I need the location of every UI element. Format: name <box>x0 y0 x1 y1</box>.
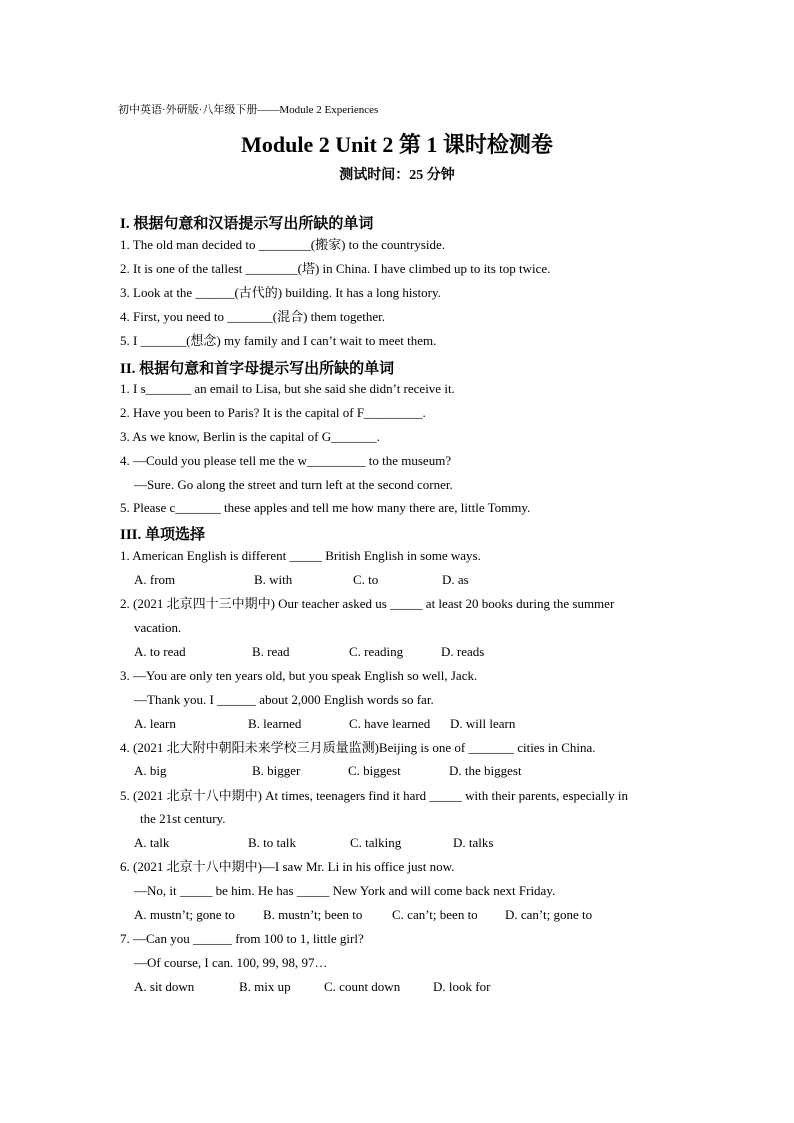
q7-option-a: A. sit down <box>134 979 195 994</box>
q1-option-c: C. to <box>353 572 379 587</box>
q6-options <box>134 907 592 923</box>
q4-option-a: A. big <box>134 763 167 778</box>
q3-stem-cont: —Thank you. I ______ about 2,000 English words so far. <box>134 692 434 707</box>
s1-item-5: 5. I _______(想念) my family and I can’t wait to meet them. <box>120 333 437 348</box>
q5-option-d: D. talks <box>453 835 494 850</box>
q6-option-d: D. can’t; gone to <box>505 907 593 922</box>
q7-stem-cont: —Of course, I can. 100, 99, 98, 97… <box>134 955 328 970</box>
q1-option-d: D. as <box>442 572 469 587</box>
q1-option-b: B. with <box>254 572 293 587</box>
q1-options <box>134 572 469 588</box>
q4-stem: 4. (2021 北大附中朝阳未来学校三月质量监测)Beijing is one of _______ cities in China. <box>120 740 596 755</box>
q2-options <box>134 644 484 660</box>
q5-options <box>134 835 493 851</box>
q3-option-d: D. will learn <box>450 716 516 731</box>
q2-option-b: B. read <box>252 644 290 659</box>
time-limit: 测试时间：25 分钟 <box>339 168 455 183</box>
s2-item-2: 2. Have you been to Paris? It is the capital of F_________. <box>120 405 426 420</box>
q6-option-b: B. mustn’t; been to <box>263 907 363 922</box>
q5-stem-cont: the 21st century. <box>140 811 226 826</box>
q3-option-a: A. learn <box>134 716 176 731</box>
q4-option-d: D. the biggest <box>449 763 522 778</box>
q7-option-c: C. count down <box>324 979 401 994</box>
q7-option-b: B. mix up <box>239 979 291 994</box>
section-2-heading: II. 根据句意和首字母提示写出所缺的单词 <box>120 361 395 377</box>
q7-option-d: D. look for <box>433 979 491 994</box>
q5-stem: 5. (2021 北京十八中期中) At times, teenagers find it hard _____ with their parents, especially in <box>120 788 628 803</box>
series-header: 初中英语·外研版·八年级下册——Module 2 Experiences <box>118 104 379 116</box>
s1-item-1: 1. The old man decided to ________(搬家) to the countryside. <box>120 237 446 252</box>
q3-options <box>134 716 515 732</box>
q4-option-c: C. biggest <box>348 763 401 778</box>
q5-option-c: C. talking <box>350 835 402 850</box>
q2-option-a: A. to read <box>134 644 186 659</box>
q2-stem-cont: vacation. <box>134 620 182 635</box>
q2-option-d: D. reads <box>441 644 485 659</box>
section-3-heading: III. 单项选择 <box>120 527 206 543</box>
s1-item-3: 3. Look at the ______(古代的) building. It has a long history. <box>120 285 441 300</box>
q3-stem: 3. —You are only ten years old, but you speak English so well, Jack. <box>120 668 478 683</box>
s2-item-4: 4. —Could you please tell me the w_________ to the museum? <box>120 453 452 468</box>
q3-option-c: C. have learned <box>349 716 431 731</box>
q6-stem-cont: —No, it _____ be him. He has _____ New York and will come back next Friday. <box>134 883 556 898</box>
s2-item-5: 5. Please c_______ these apples and tell me how many there are, little Tommy. <box>120 500 531 515</box>
q5-option-a: A. talk <box>134 835 170 850</box>
q6-stem: 6. (2021 北京十八中期中)—I saw Mr. Li in his office just now. <box>120 859 455 874</box>
q6-option-c: C. can’t; been to <box>392 907 478 922</box>
s1-item-4: 4. First, you need to _______(混合) them together. <box>120 309 386 324</box>
q3-option-b: B. learned <box>248 716 302 731</box>
s2-item-4-reply: —Sure. Go along the street and turn left at the second corner. <box>134 477 453 492</box>
s2-item-3: 3. As we know, Berlin is the capital of G_______. <box>120 429 380 444</box>
q6-option-a: A. mustn’t; gone to <box>134 907 235 922</box>
section-1-heading: I. 根据句意和汉语提示写出所缺的单词 <box>120 216 374 232</box>
page-title: Module 2 Unit 2 第 1 课时检测卷 <box>241 132 553 157</box>
q4-options <box>134 763 522 779</box>
q7-options <box>134 979 490 995</box>
q4-option-b: B. bigger <box>252 763 301 778</box>
q1-stem: 1. American English is different _____ British English in some ways. <box>120 548 481 563</box>
q2-option-c: C. reading <box>349 644 404 659</box>
q1-option-a: A. from <box>134 572 176 587</box>
q2-stem: 2. (2021 北京四十三中期中) Our teacher asked us _____ at least 20 books during the summer <box>120 596 615 611</box>
q7-stem: 7. —Can you ______ from 100 to 1, little girl? <box>120 931 364 946</box>
s1-item-2: 2. It is one of the tallest ________(塔) in China. I have climbed up to its top twice. <box>120 261 551 276</box>
q5-option-b: B. to talk <box>248 835 297 850</box>
s2-item-1: 1. I s_______ an email to Lisa, but she said she didn’t receive it. <box>120 381 455 396</box>
